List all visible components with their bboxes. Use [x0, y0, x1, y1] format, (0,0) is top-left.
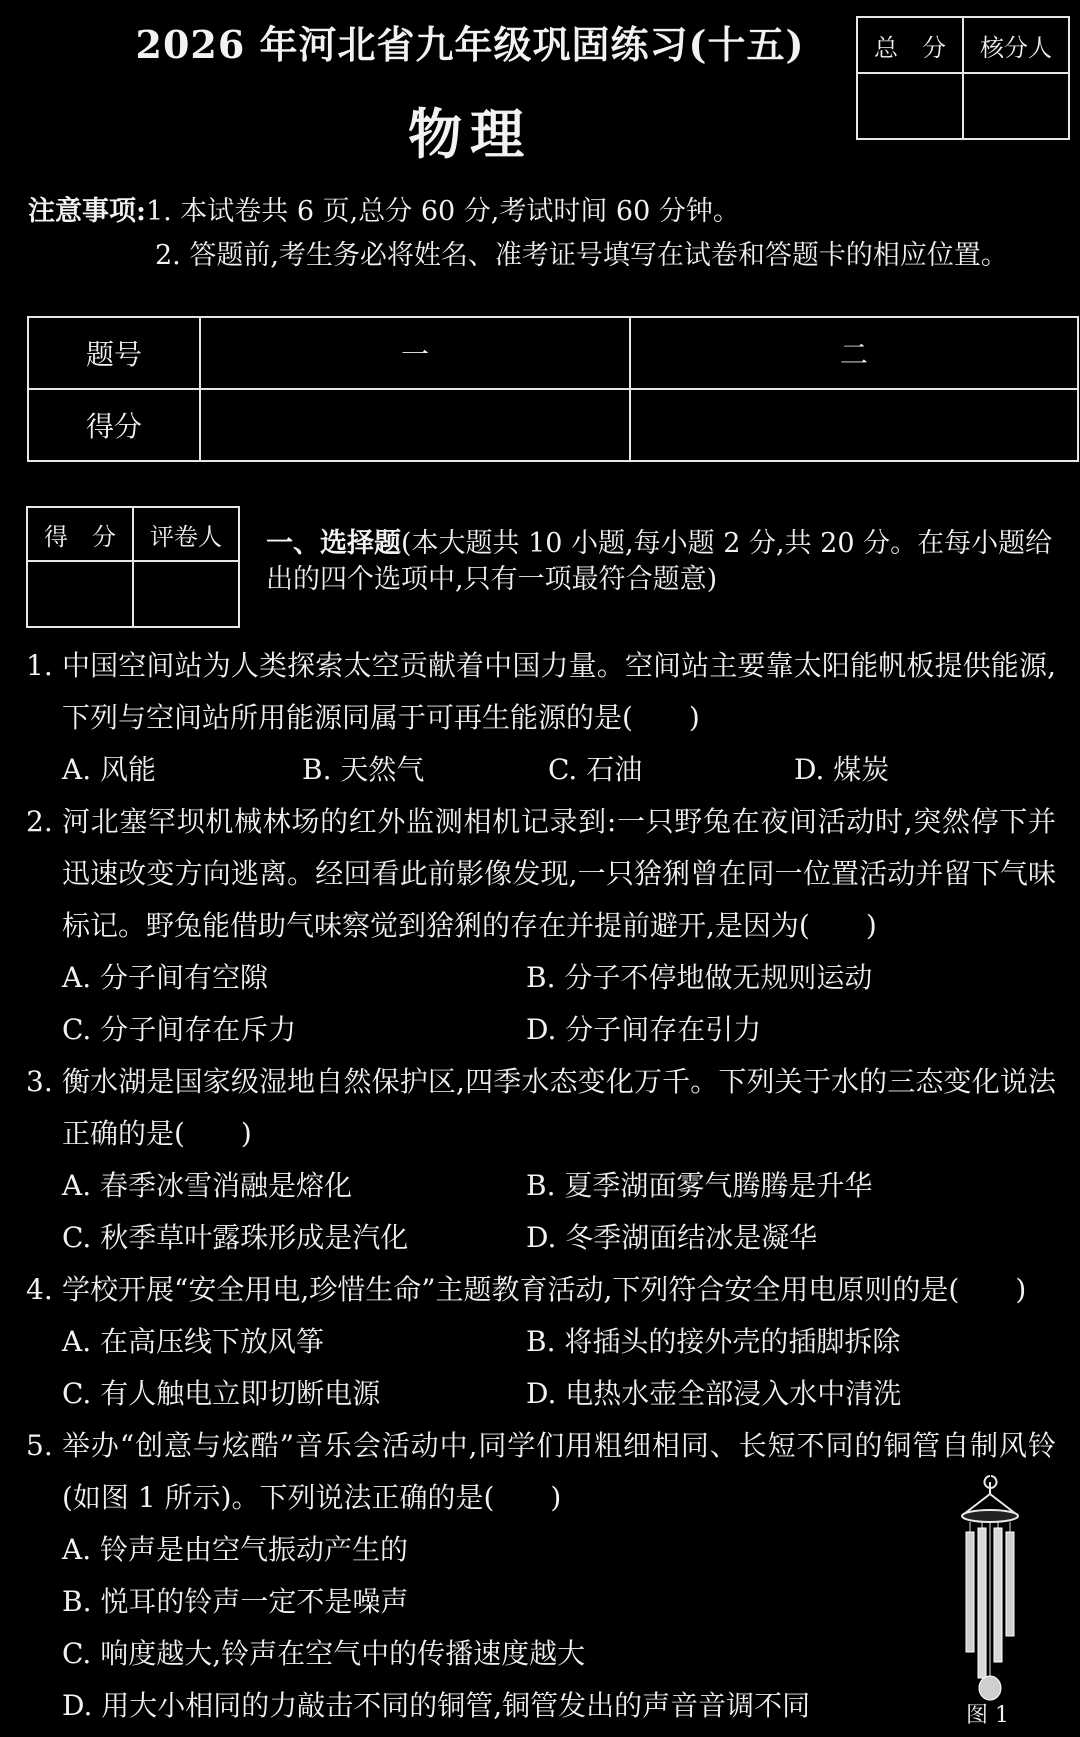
score-table — [27, 316, 1079, 462]
option-c: C. 响度越大,铃声在空气中的传播速度越大 — [62, 1637, 586, 1670]
question-number: 2. — [26, 805, 53, 838]
question-list — [26, 640, 1056, 1732]
section-1-desc: (本大题共 10 小题,每小题 2 分,共 20 分。在每小题给出的四个选项中,只有一项最符合题意) — [266, 528, 1053, 595]
question-number: 5. — [26, 1429, 53, 1462]
option-b: B. 天然气 — [302, 753, 425, 786]
question-number: 4. — [26, 1273, 53, 1306]
grader-table — [26, 506, 240, 628]
option-a: A. 风能 — [62, 753, 157, 786]
verifier-header: 核分人 — [963, 17, 1069, 73]
option-a: A. 在高压线下放风筝 — [62, 1325, 325, 1358]
option-d: D. 煤炭 — [794, 753, 890, 786]
score-table-col-1: 一 — [200, 317, 630, 389]
option-d: D. 电热水壶全部浸入水中清洗 — [526, 1377, 902, 1410]
option-c: C. 石油 — [548, 753, 643, 786]
score-table-col-2: 二 — [630, 317, 1078, 389]
option-d: D. 分子间存在引力 — [526, 1013, 762, 1046]
option-c: C. 有人触电立即切断电源 — [62, 1377, 381, 1410]
option-a: A. 铃声是由空气振动产生的 — [62, 1533, 409, 1566]
score-cell-2 — [630, 389, 1078, 461]
question-number: 3. — [26, 1065, 53, 1098]
option-a: A. 春季冰雪消融是熔化 — [62, 1169, 353, 1202]
notes-item-2: 2. 答题前,考生务必将姓名、准考证号填写在试卷和答题卡的相应位置。 — [155, 240, 1008, 271]
question-5 — [26, 1420, 1056, 1732]
verifier-cell — [963, 73, 1069, 139]
option-a: A. 分子间有空隙 — [62, 961, 269, 994]
score-table-label-question: 题号 — [28, 317, 200, 389]
question-text: 河北塞罕坝机械林场的红外监测相机记录到:一只野兔在夜间活动时,突然停下并迅速改变方向逃离。经回看此前影像发现,一只猞猁曾在同一位置活动并留下气味标记。野兔能借助气味察觉到猞猁的存在并提前避开,是因为( ) — [62, 805, 1056, 942]
question-4 — [26, 1264, 1056, 1420]
option-c: C. 秋季草叶露珠形成是汽化 — [62, 1221, 409, 1254]
question-1 — [26, 640, 1056, 796]
option-b: B. 悦耳的铃声一定不是噪声 — [62, 1585, 409, 1618]
grader-header: 评卷人 — [133, 507, 239, 561]
question-2 — [26, 796, 1056, 1056]
score-cell-1 — [200, 389, 630, 461]
option-c: C. 分子间存在斥力 — [62, 1013, 297, 1046]
total-score-header: 总 分 — [857, 17, 963, 73]
option-d: D. 用大小相同的力敲击不同的铜管,铜管发出的声音音调不同 — [62, 1689, 811, 1722]
question-text: 衡水湖是国家级湿地自然保护区,四季水态变化万千。下列关于水的三态变化说法正确的是( ) — [62, 1065, 1056, 1150]
question-text: 中国空间站为人类探索太空贡献着中国力量。空间站主要靠太阳能帆板提供能源,下列与空间站所用能源同属于可再生能源的是( ) — [62, 649, 1056, 734]
total-score-table — [856, 16, 1070, 140]
grader-name-cell — [133, 561, 239, 627]
score-table-label-score: 得分 — [28, 389, 200, 461]
subject-title: 物理 — [408, 102, 532, 166]
notes-block — [28, 190, 1008, 278]
question-text: 举办“创意与炫酷”音乐会活动中,同学们用粗细相同、长短不同的铜管自制风铃(如图 1 所示)。下列说法正确的是( ) — [62, 1429, 1056, 1514]
option-b: B. 将插头的接外壳的插脚拆除 — [526, 1325, 901, 1358]
section-1-heading — [266, 526, 1056, 598]
option-d: D. 冬季湖面结冰是凝华 — [526, 1221, 818, 1254]
figure-1-caption: 图 1 — [966, 1703, 1009, 1728]
total-score-cell — [857, 73, 963, 139]
question-3 — [26, 1056, 1056, 1264]
notes-label: 注意事项: — [28, 196, 146, 227]
question-number: 1. — [26, 649, 53, 682]
grader-score-cell — [27, 561, 133, 627]
grader-score-header: 得 分 — [27, 507, 133, 561]
wind-chime-icon — [956, 1470, 1026, 1706]
question-text: 学校开展“安全用电,珍惜生命”主题教育活动,下列符合安全用电原则的是( ) — [62, 1273, 1027, 1306]
exam-title: 2026 年河北省九年级巩固练习(十五) — [135, 22, 805, 67]
section-1-title: 一、选择题 — [266, 528, 401, 559]
option-b: B. 夏季湖面雾气腾腾是升华 — [526, 1169, 873, 1202]
option-b: B. 分子不停地做无规则运动 — [526, 961, 873, 994]
notes-item-1: 1. 本试卷共 6 页,总分 60 分,考试时间 60 分钟。 — [145, 196, 740, 227]
